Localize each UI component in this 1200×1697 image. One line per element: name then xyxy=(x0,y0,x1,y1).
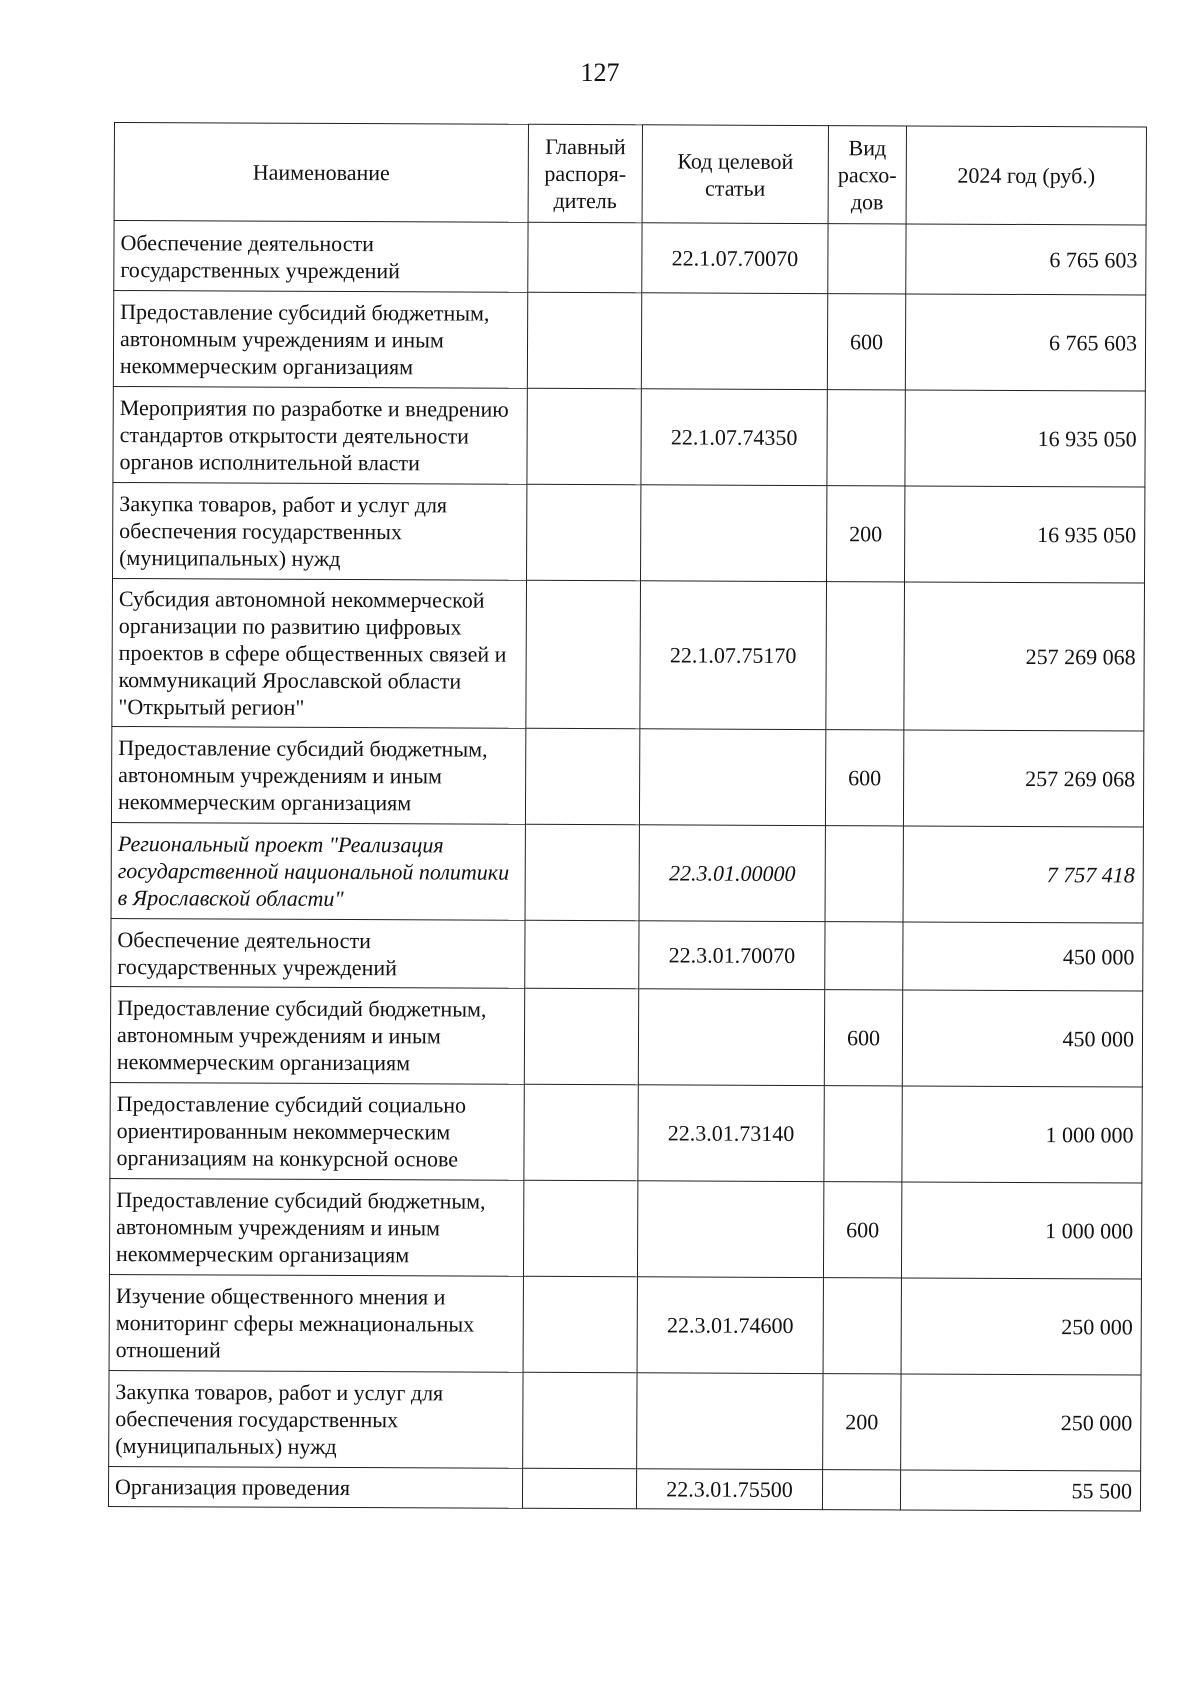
cell-name: Изучение общественного мнения и мониторинг сферы межнациональных отношений xyxy=(109,1274,523,1372)
header-amount: 2024 год (руб.) xyxy=(906,126,1146,225)
table-row xyxy=(109,1178,1141,1279)
cell-manager xyxy=(523,1372,637,1468)
table-body xyxy=(108,221,1146,1511)
cell-name: Закупка товаров, работ и услуг для обеспечения государственных (муниципальных) нужд xyxy=(109,1370,523,1468)
table-row xyxy=(113,482,1145,583)
cell-manager xyxy=(523,1276,637,1372)
cell-name: Закупка товаров, работ и услуг для обеспечения государственных (муниципальных) нужд xyxy=(113,482,527,580)
header-manager: Главный распоря-дитель xyxy=(528,124,642,222)
cell-amount: 250 000 xyxy=(901,1278,1141,1375)
cell-amount: 257 269 068 xyxy=(904,582,1145,731)
cell-code: 22.3.01.00000 xyxy=(639,825,825,922)
header-kind: Вид расхо-дов xyxy=(828,126,906,224)
table-row xyxy=(109,1274,1141,1375)
cell-amount: 1 000 000 xyxy=(901,1182,1141,1279)
page-number: 127 xyxy=(580,58,620,87)
cell-code: 22.3.01.75500 xyxy=(636,1469,822,1510)
cell-kind xyxy=(825,922,903,990)
cell-kind xyxy=(827,390,905,486)
cell-code: 22.3.01.70070 xyxy=(639,921,825,990)
cell-amount: 16 935 050 xyxy=(905,390,1145,487)
table-row xyxy=(109,1370,1141,1471)
cell-amount: 250 000 xyxy=(901,1374,1141,1471)
cell-manager xyxy=(527,388,641,484)
cell-name: Предоставление субсидий социально ориентированным некоммерческим организациям на конкурсной основе xyxy=(110,1082,524,1180)
cell-manager xyxy=(523,1180,637,1276)
cell-manager xyxy=(522,1468,636,1508)
cell-manager xyxy=(528,222,642,292)
cell-code xyxy=(641,293,827,390)
cell-name: Организация проведения xyxy=(108,1466,522,1508)
cell-kind xyxy=(825,826,903,922)
cell-code: 22.3.01.74600 xyxy=(637,1277,823,1374)
cell-kind: 600 xyxy=(825,730,903,826)
cell-amount: 16 935 050 xyxy=(905,486,1145,583)
cell-manager xyxy=(525,824,639,920)
cell-name: Предоставление субсидий бюджетным, автономным учреждениям и иным некоммерческим организациям xyxy=(111,726,525,824)
table-row xyxy=(114,221,1146,296)
cell-manager xyxy=(524,988,638,1084)
cell-kind: 600 xyxy=(824,990,902,1086)
cell-amount: 450 000 xyxy=(902,990,1142,1087)
cell-amount: 55 500 xyxy=(900,1470,1140,1511)
cell-kind: 600 xyxy=(823,1182,901,1278)
cell-manager xyxy=(525,728,639,824)
cell-name: Предоставление субсидий бюджетным, автономным учреждениям и иным некоммерческим организациям xyxy=(110,986,524,1084)
cell-manager xyxy=(526,580,641,728)
table-row xyxy=(112,578,1145,731)
table-row xyxy=(111,822,1143,923)
cell-name: Мероприятия по разработке и внедрению стандартов открытости деятельности органов исполнительной власти xyxy=(113,386,527,484)
cell-kind: 200 xyxy=(827,486,905,582)
cell-code: 22.3.01.73140 xyxy=(638,1085,824,1182)
cell-kind: 200 xyxy=(823,1374,901,1470)
cell-kind xyxy=(826,582,905,730)
table-row xyxy=(110,1082,1142,1183)
table-row xyxy=(111,726,1143,827)
cell-kind xyxy=(822,1470,900,1510)
cell-manager xyxy=(525,920,639,988)
table-header-row xyxy=(114,123,1146,226)
cell-code xyxy=(641,485,827,582)
cell-amount: 6 765 603 xyxy=(906,224,1146,295)
cell-code: 22.1.07.70070 xyxy=(642,223,828,294)
cell-name: Обеспечение деятельности государственных учреждений xyxy=(111,918,525,988)
table-row xyxy=(113,291,1145,392)
cell-code xyxy=(637,1181,823,1278)
cell-manager xyxy=(527,292,641,388)
cell-kind: 600 xyxy=(827,294,905,390)
header-code: Код целевой статьи xyxy=(642,125,828,224)
cell-name: Региональный проект "Реализация государственной национальной политики в Ярославской области" xyxy=(111,822,525,920)
cell-code: 22.1.07.75170 xyxy=(640,581,827,730)
cell-kind xyxy=(824,1086,902,1182)
cell-name: Субсидия автономной некоммерческой организации по развитию цифровых проектов в сфере общественных связей и коммуникаций Ярославской области "Открытый регион" xyxy=(112,578,527,728)
cell-name: Обеспечение деятельности государственных учреждений xyxy=(114,221,528,293)
cell-amount: 7 757 418 xyxy=(903,826,1143,923)
cell-amount: 6 765 603 xyxy=(905,294,1145,391)
cell-amount: 450 000 xyxy=(903,922,1143,991)
budget-table xyxy=(108,122,1147,1511)
cell-manager xyxy=(527,484,641,580)
header-name: Наименование xyxy=(114,123,528,223)
cell-amount: 1 000 000 xyxy=(902,1086,1142,1183)
cell-kind xyxy=(828,224,906,294)
cell-name: Предоставление субсидий бюджетным, автономным учреждениям и иным некоммерческим организациям xyxy=(113,291,527,389)
cell-manager xyxy=(524,1084,638,1180)
cell-code: 22.1.07.74350 xyxy=(641,389,827,486)
cell-kind xyxy=(823,1278,901,1374)
cell-code xyxy=(637,1373,823,1470)
cell-name: Предоставление субсидий бюджетным, автономным учреждениям и иным некоммерческим организациям xyxy=(109,1178,523,1276)
table-row xyxy=(111,918,1143,991)
table-row xyxy=(110,986,1142,1087)
cell-code xyxy=(639,729,825,826)
table-row xyxy=(108,1466,1140,1511)
table-row xyxy=(113,386,1145,487)
cell-code xyxy=(638,989,824,1086)
cell-amount: 257 269 068 xyxy=(903,730,1143,827)
